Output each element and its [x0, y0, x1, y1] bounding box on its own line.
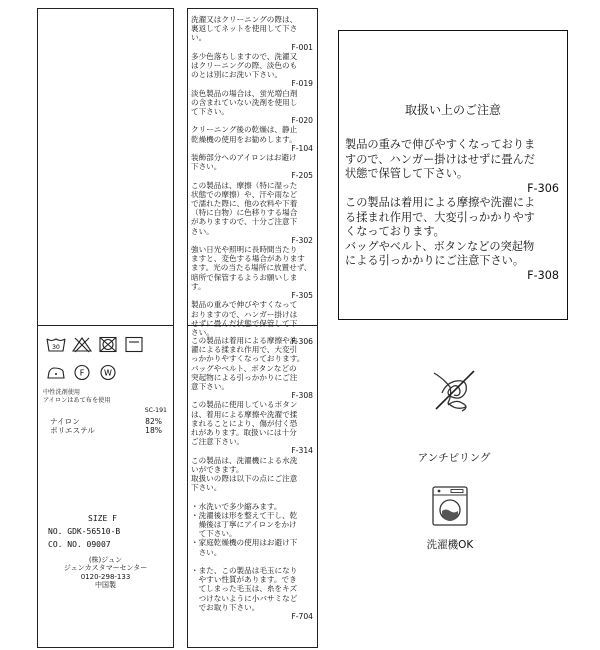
composition-row [50, 426, 162, 435]
warning-line: この製品は、洗濯機による水洗 [191, 455, 298, 465]
warning-line: 突起物による引っかかりにご注 [191, 372, 298, 382]
warning-line: 装飾部分へのアイロンはお避け [191, 153, 297, 163]
notice-line: 製品の重みで伸びやすくなっておりま [345, 138, 536, 151]
warning-line: まれることにより、傷が付く恐 [191, 418, 298, 428]
warning-line: F-019 [291, 79, 313, 89]
warning-line: F-306 [291, 337, 313, 347]
notice-body [345, 138, 559, 283]
warning-line: F-305 [291, 291, 313, 301]
notice-title: 取扱い上のご注意 [404, 103, 501, 117]
no-tumble-dry-icon [98, 336, 118, 353]
warning-line: バッグやベルト、ボタンなどの [191, 363, 297, 373]
wash-30-icon [46, 336, 66, 353]
anti-pilling-icon [426, 365, 482, 417]
iron-low-icon [46, 364, 66, 381]
material-name: ポリエステル [50, 426, 95, 436]
warning-line: おりますので、ハンガー掛けは [191, 309, 298, 319]
warning-line: す。 [191, 281, 206, 291]
warning-line: さい。 [191, 547, 222, 557]
warning-line: 下さい。 [191, 162, 222, 172]
warning-line: ・また、この製品は毛玉になり [191, 566, 298, 576]
notice-line: F-308 [527, 268, 559, 282]
warning-line: ・家庭乾燥機の使用はお避け下 [191, 538, 298, 548]
warning-line: （特に白物）に色移りする場合 [191, 208, 298, 218]
warning-line: ・洗濯後は形を整えて干し、乾 [191, 510, 298, 520]
warning-line: 裏返してネットを使用して下さ [191, 24, 298, 34]
fold-line [38, 325, 173, 326]
warning-line: 淡色製品の場合は、蛍光増白剤 [191, 88, 298, 98]
care-symbols [46, 336, 144, 353]
warning-line: 濯による揉まれ作用で、大変引 [191, 345, 298, 355]
customer-center: ジュンカスタマーセンター [63, 564, 148, 573]
size-text: SIZE F [88, 514, 117, 523]
warning-line: F-302 [291, 235, 313, 245]
warning-line: 暗所で保管するようお願いしま [191, 272, 298, 282]
warning-line: F-704 [291, 612, 313, 622]
warning-line: クリーニング後の乾燥は、静止 [191, 125, 298, 135]
warning-line: は、着用による摩擦や洗濯で揉 [191, 409, 298, 419]
wet-clean-w-icon [98, 364, 118, 381]
care-label-left [37, 8, 174, 648]
notice-line: 状態で保管して下さい。 [345, 167, 469, 180]
co-no-text: CO. NO. 09007 [48, 540, 111, 549]
care-code-text: SC-191 [144, 407, 167, 414]
warning-line: っかかりやすくなっております。 [191, 354, 305, 364]
anti-pilling-label: アンチピリング [417, 452, 491, 464]
warning-line: て下さい。 [191, 107, 229, 117]
warning-line: 乾燥機の使用をお勧めします。 [191, 134, 297, 144]
warning-line: てしまった毛玉は、糸をキズ [191, 584, 298, 594]
warning-line: はクリーニングの際、淡色のも [191, 61, 298, 71]
warning-line: ・水洗いで多少縮みます。 [191, 501, 282, 511]
warning-line: いができます。 [191, 464, 244, 474]
warning-line: でお取り下さい。 [191, 602, 260, 612]
warning-line: ます。光の当たる場所に放置せず、 [191, 263, 312, 273]
warning-line: て下さい。 [191, 529, 237, 539]
warning-line: の含まれていない洗剤を使用し [191, 97, 298, 107]
care-note-text: 中性洗剤使用 アイロンはあて布を使用 [43, 389, 111, 404]
composition [50, 417, 162, 435]
notice-line: バッグやベルト、ボタンなどの突起物 [345, 239, 535, 253]
warning-line: この製品は、摩擦（特に湿った [191, 180, 298, 190]
material-percent: 82% [145, 417, 162, 426]
line-dry-icon [124, 336, 144, 353]
warning-line: この製品は着用による摩擦や洗 [191, 336, 298, 345]
warnings-top [191, 15, 313, 346]
svg-text:F: F [79, 368, 85, 378]
notice-line: F-306 [527, 181, 559, 195]
product-info [48, 512, 166, 551]
notice-line: くなっております。 [345, 225, 445, 238]
no-bleach-icon [72, 336, 92, 353]
warning-line [191, 557, 313, 566]
warning-line: せずに畳んだ状態で保管して下 [191, 318, 298, 328]
warning-line: F-001 [291, 42, 313, 52]
company-info [38, 556, 173, 590]
warning-line: F-314 [291, 446, 313, 456]
washing-machine-icon [432, 486, 468, 526]
warning-line: れがあります。取扱いには十分 [191, 428, 297, 438]
warning-line: 洗濯又はクリーニングの際は、 [191, 15, 298, 24]
warnings-bottom [191, 336, 313, 621]
product-no-text: NO. GDK-56510-B [48, 527, 121, 536]
care-label-right [187, 8, 318, 648]
warning-line: やすい性質があります。でき [191, 575, 297, 585]
warning-line: F-205 [291, 171, 313, 181]
warning-line: 燥後は丁寧にアイロンをかけ [191, 520, 297, 530]
warning-line: ますと、変色する場合があります [191, 254, 305, 264]
warning-line: さい。 [191, 327, 214, 337]
country-of-origin: 中国製 [95, 581, 116, 590]
company-name: (株)ジュン [88, 556, 123, 564]
warning-line: つけないように小バサミなど [191, 593, 298, 603]
dry-clean-f-icon [72, 364, 92, 381]
warning-line: ご注意下さい。 [191, 437, 245, 447]
warning-line: 下さい。 [191, 483, 222, 493]
warning-line: 強い日光や照明に長時間当たり [191, 245, 298, 255]
warning-line: 多少色落ちしますので、洗濯又 [191, 51, 298, 61]
warning-line: 意下さい。 [191, 382, 229, 392]
warning-line: 取扱いの際は以下の点にご注意 [191, 474, 298, 484]
notice-box [338, 30, 568, 320]
care-symbols-row2 [46, 364, 118, 381]
composition-row [50, 417, 162, 426]
notice-line: による引っかかりにご注意下さい。 [345, 254, 525, 267]
warning-line: さい。 [191, 226, 214, 236]
phone-number: 0120-298-133 [80, 572, 131, 581]
warning-line: のとは別にお洗い下さい。 [191, 70, 283, 80]
warning-line: 状態での摩擦）や、汗や雨など [191, 189, 298, 199]
notice-line: すので、ハンガー掛けはせずに畳んだ [345, 152, 535, 166]
warning-line: F-020 [291, 116, 313, 126]
notice-line: この製品は着用による摩擦や洗濯によ [345, 196, 536, 209]
warning-line: 製品の重みで伸びやすくなって [191, 300, 298, 310]
warning-line: F-308 [291, 391, 313, 401]
washable-label: 洗濯機OK [426, 539, 474, 551]
warning-line [191, 492, 313, 501]
warning-line: F-104 [291, 143, 313, 153]
care-note [43, 389, 169, 404]
warning-line: い。 [191, 33, 207, 43]
warning-line: この製品に使用しているボタン [191, 400, 298, 410]
warning-line: で濡れた際に、他の衣料や下着 [191, 199, 298, 209]
material-percent: 18% [145, 426, 162, 436]
material-name: ナイロン [50, 417, 80, 426]
warning-line: がありますので、十分ご注意下 [191, 217, 298, 227]
svg-text:30: 30 [52, 344, 60, 351]
care-code [145, 407, 167, 415]
notice-line: る揉まれ作用で、大変引っかかりやす [345, 210, 535, 224]
svg-text:W: W [104, 368, 112, 378]
